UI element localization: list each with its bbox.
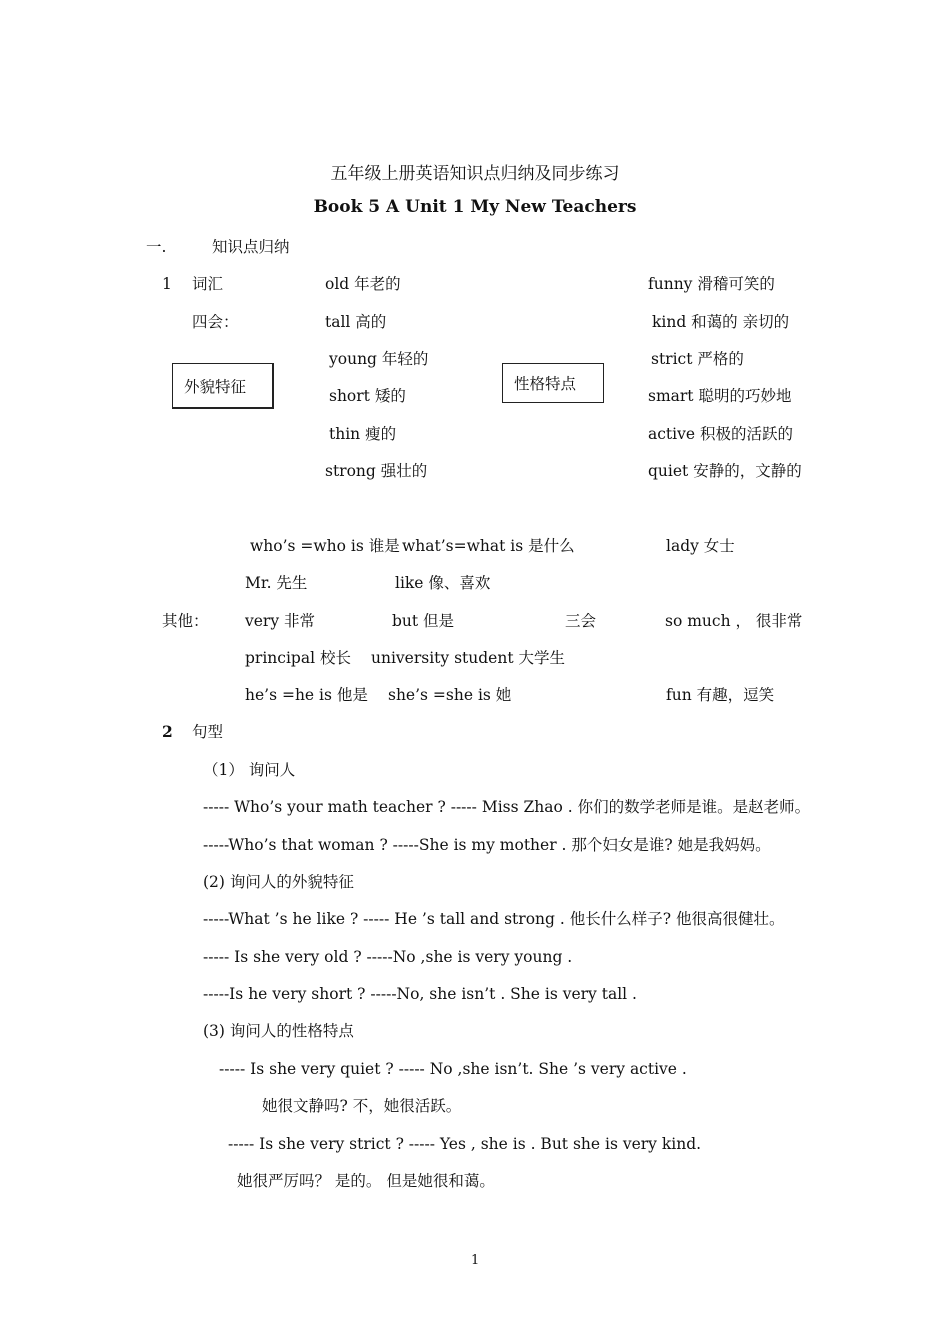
appearance-word: short 矮的 (329, 387, 406, 405)
other-word: what’s=what is 是什么 (402, 537, 575, 555)
sentence-line: ----- Is she very old ? -----No ,she is very young . (203, 948, 573, 966)
other-word: lady 女士 (666, 537, 735, 555)
personality-word: active 积极的活跃的 (648, 425, 793, 443)
personality-box: 性格特点 (502, 363, 604, 403)
other-word: Mr. 先生 (245, 574, 308, 592)
other-word: fun 有趣，逗笑 (666, 686, 775, 704)
appearance-word: old 年老的 (325, 275, 401, 293)
section-heading: 知识点归纳 (212, 238, 290, 256)
sentence-translation: 她很文静吗? 不，她很活跃。 (262, 1097, 462, 1115)
page-title: 五年级上册英语知识点归纳及同步练习 (330, 164, 620, 184)
sentence-line: ----- Is she very strict ? ----- Yes , she is . But she is very kind. (228, 1135, 702, 1153)
other-word: very 非常 (245, 612, 316, 630)
four-skills-label: 四会： (192, 313, 239, 331)
other-word: she’s =she is 她 (388, 686, 512, 704)
other-word: but 但是 (392, 612, 455, 630)
sentence-line: ----- Is she very quiet ? ----- No ,she isn’t. She ’s very active . (219, 1060, 687, 1078)
appearance-word: strong 强壮的 (325, 462, 428, 480)
appearance-word: young 年轻的 (329, 350, 429, 368)
sentence-line: -----Is he very short ? -----No, she isn’t . She is very tall . (203, 985, 637, 1003)
appearance-word: tall 高的 (325, 313, 387, 331)
page-subtitle: Book 5 A Unit 1 My New Teachers (313, 197, 637, 217)
sentence-subheading: (2) 询问人的外貌特征 (203, 873, 354, 891)
vocab-label: 词汇 (192, 275, 224, 293)
sentence-subheading: （1） 询问人 (203, 761, 296, 779)
personality-word: quiet 安静的，文静的 (648, 462, 802, 480)
other-word: like 像、喜欢 (395, 574, 491, 592)
other-word: who’s =who is 谁是 (250, 537, 400, 555)
sentences-number: 2 (162, 722, 173, 741)
sentence-line: -----What ’s he like ? ----- He ’s tall and strong . 他长什么样子? 他很高很健壮。 (203, 910, 785, 928)
personality-word: kind 和蔼的 亲切的 (652, 313, 790, 331)
others-label: 其他： (162, 612, 209, 630)
three-skills-label: 三会 (565, 612, 597, 630)
appearance-word: thin 瘦的 (329, 425, 397, 443)
personality-word: strict 严格的 (651, 350, 744, 368)
sentence-line: ----- Who’s your math teacher ? ----- Miss Zhao . 你们的数学老师是谁。是赵老师。 (203, 798, 811, 816)
sentence-line: -----Who’s that woman ? -----She is my mother . 那个妇女是谁? 她是我妈妈。 (203, 836, 771, 854)
sentence-subheading: (3) 询问人的性格特点 (203, 1022, 354, 1040)
sentence-translation: 她很严厉吗？ 是的。 但是她很和蔼。 (237, 1172, 495, 1190)
other-word: he’s =he is 他是 (245, 686, 368, 704)
appearance-box: 外貌特征 (172, 363, 274, 409)
other-word: so much ， 很非常 (665, 612, 803, 630)
other-word: university student 大学生 (371, 649, 565, 667)
vocab-number: 1 (162, 275, 172, 293)
section-number: 一. (146, 238, 167, 256)
page-number: 1 (471, 1253, 480, 1268)
sentences-label: 句型 (192, 723, 224, 741)
personality-word: smart 聪明的巧妙地 (648, 387, 792, 405)
personality-word: funny 滑稽可笑的 (648, 275, 775, 293)
other-word: principal 校长 (245, 649, 351, 667)
